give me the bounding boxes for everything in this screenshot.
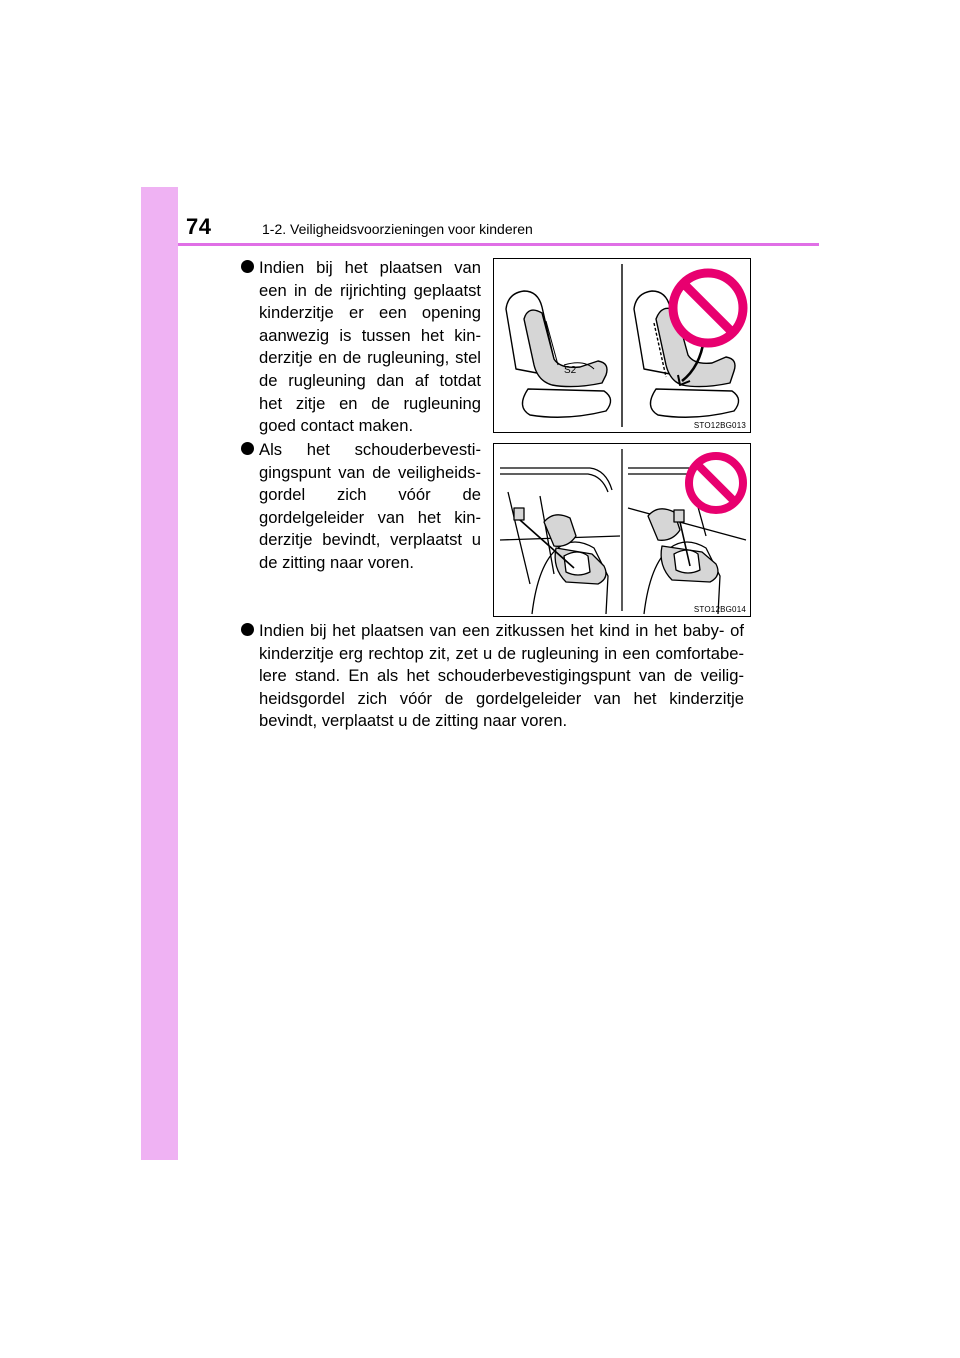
bullet-icon [241,442,254,455]
bullet-icon [241,623,254,636]
seat-illustration [494,259,750,432]
figure-code: STO12BG013 [693,421,746,430]
figure-code: STO12BG014 [693,605,746,614]
bullet-text: Als het schouderbevesti-gingspunt van de veiligheids-gordel zich vóór de gordelgeleider van het kin-derzitje bevindt, verplaatst u de zitting naar voren. [259,440,481,572]
figure-seat-backrest-gap [493,258,751,433]
bullet-text: Indien bij het plaatsen van een zitkussen het kind in het baby- of kinderzitje erg rechtop zit, zet u de rugleuning in een comfortabe-lere stand. En als het schouderbevestigingspunt van de veilig-heidsgordel zich vóór de gordelgeleider van het kinderzitje bevindt, verplaatst u de zitting naar voren. [259,621,744,731]
page-number: 74 [186,214,212,239]
bullet-text: Indien bij het plaatsen van een in de rijrichting geplaatst kinderzitje er een opening aanwezig is tussen het kin-derzitje en de rugleuning, stel de rugleuning dan af totdat het zitje en de rugleuning goed contact maken. [259,258,481,436]
prohibition-icon [689,456,743,510]
figure-belt-anchor-position [493,443,751,617]
bullet-icon [241,260,254,273]
chapter-side-tab [141,187,178,1160]
header-divider [178,243,819,246]
car-interior-illustration [494,444,750,616]
svg-text:S2: S2 [564,365,577,376]
section-title: 1-2. Veiligheidsvoorzieningen voor kinderen [262,221,533,237]
prohibition-icon [673,273,743,343]
